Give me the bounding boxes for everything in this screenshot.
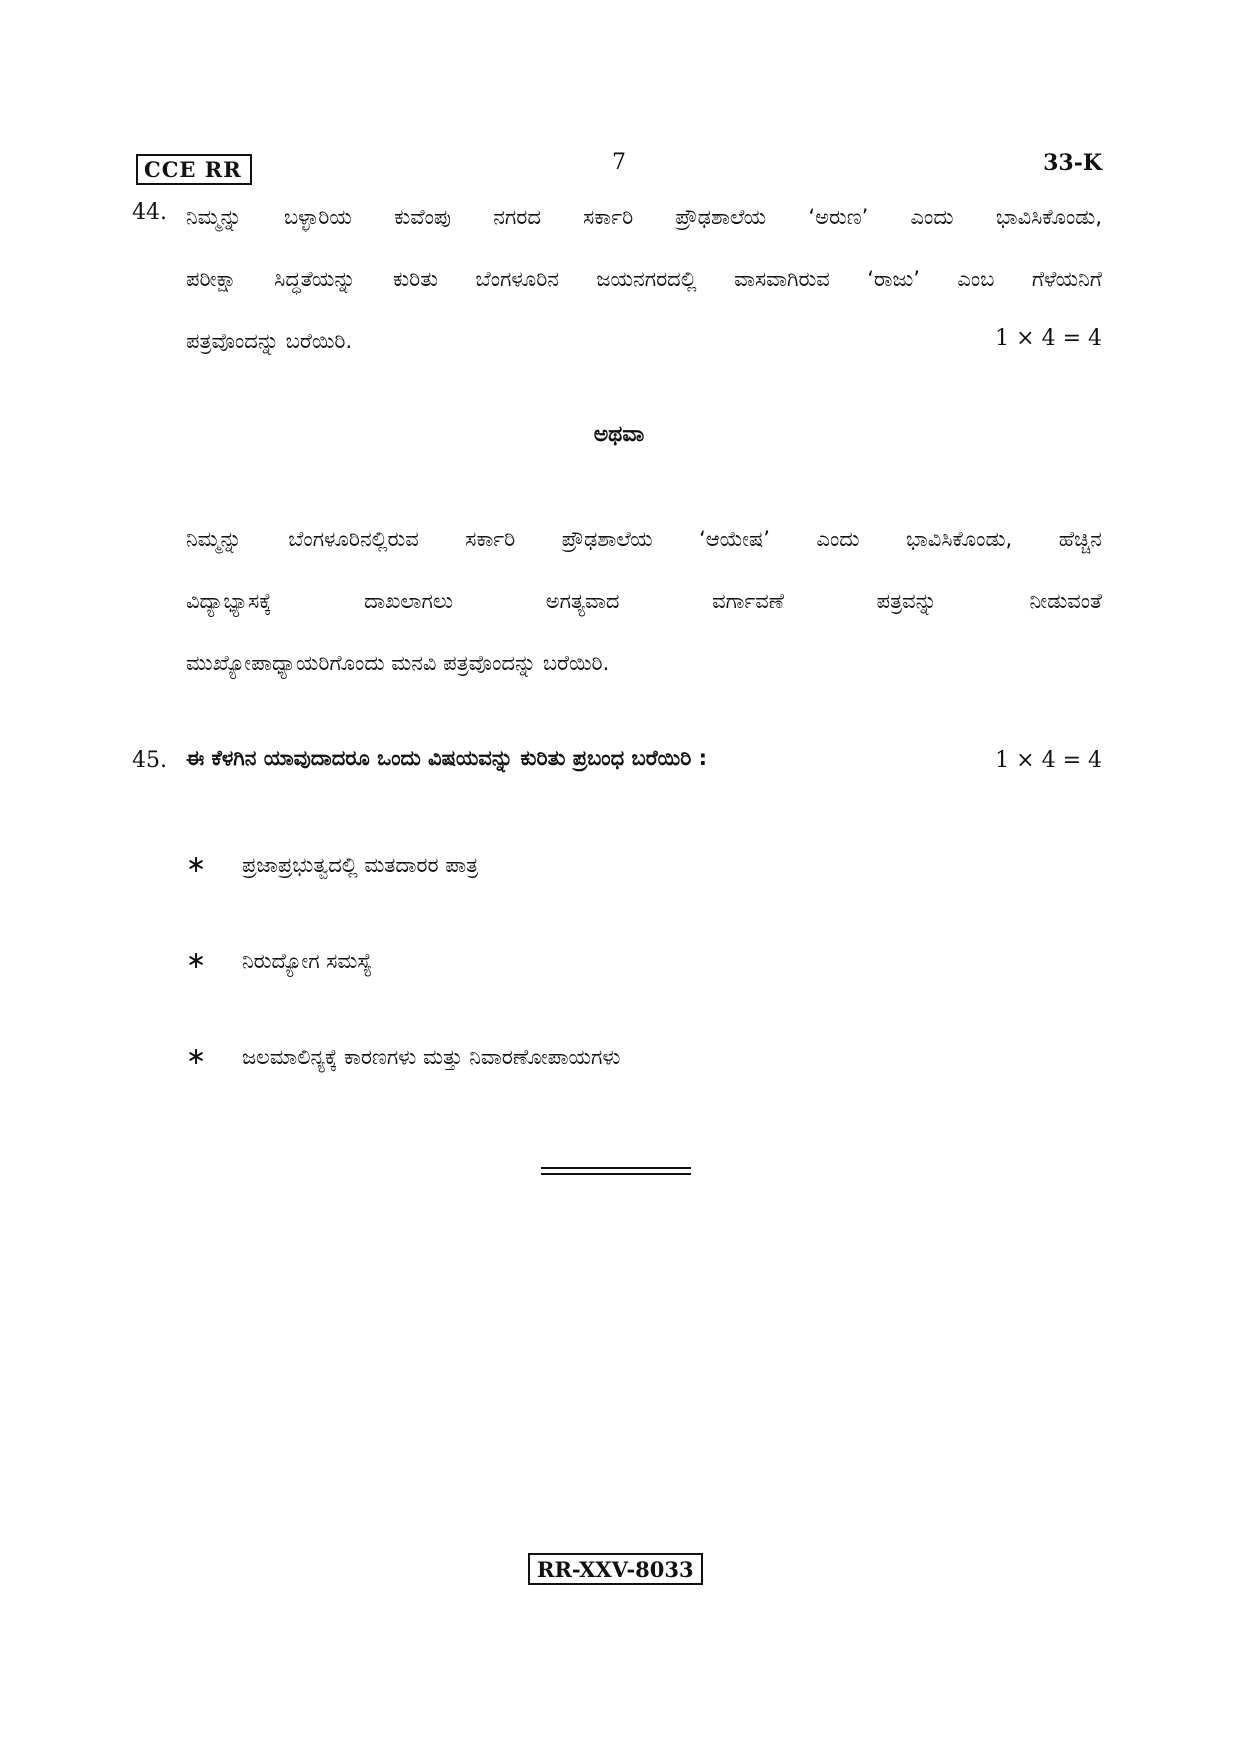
question-44-line-1: ನಿಮ್ಮನ್ನು ಬಳ್ಳಾರಿಯ ಕುವೆಂಪು ನಗರದ ಸರ್ಕಾರಿ ಪ್ರೌಢಶಾಲೆಯ ‘ಅರುಣ’ ಎಂದು ಭಾವಿಸಿಕೊಂಡು, [186,205,1102,229]
subject-code: 33-K [1043,150,1102,176]
question-45-text: ಈ ಕೆಳಗಿನ ಯಾವುದಾದರೂ ಒಂದು ವಿಷಯವನ್ನು ಕುರಿತು ಪ್ರಬಂಧ ಬರೆಯಿರಿ : [186,746,707,770]
question-45-number: 45. [132,748,167,773]
question-44-text [186,186,1102,372]
header-code-box: CCE RR [136,154,252,185]
or-label: ಅಥವಾ [593,422,645,447]
question-44-number: 44. [132,200,167,225]
question-44-line-3: ಪತ್ರವೊಂದನ್ನು ಬರೆಯಿರಿ. [186,329,353,353]
essay-topic-label: ನಿರುದ್ಯೋಗ ಸಮಸ್ಯೆ [242,949,373,973]
essay-topic-label: ಜಲಮಾಲಿನ್ಯಕ್ಕೆ ಕಾರಣಗಳು ಮತ್ತು ನಿವಾರಣೋಪಾಯಗಳು [242,1045,621,1069]
footer-paper-code: RR-XXV-8033 [528,1553,703,1585]
alternative-line-2: ವಿದ್ಯಾಭ್ಯಾಸಕ್ಕೆ ದಾಖಲಾಗಲು ಅಗತ್ಯವಾದ ವರ್ಗಾವಣೆ ಪತ್ರವನ್ನು ನೀಡುವಂತೆ [186,589,1102,613]
question-44-marks: 1 × 4 = 4 [995,326,1102,351]
page-number: 7 [612,150,626,175]
question-44-line-2: ಪರೀಕ್ಷಾ ಸಿದ್ಧತೆಯನ್ನು ಕುರಿತು ಬೆಂಗಳೂರಿನ ಜಯನಗರದಲ್ಲಿ ವಾಸವಾಗಿರುವ ‘ರಾಜು’ ಎಂಬ ಗೆಳೆಯನಿಗೆ [186,267,1102,291]
asterisk-bullet-icon: ∗ [186,850,207,878]
essay-topic-1 [186,850,478,878]
essay-topic-label: ಪ್ರಜಾಪ್ರಭುತ್ವದಲ್ಲಿ ಮತದಾರರ ಪಾತ್ರ [242,853,479,877]
end-of-section-double-rule [541,1167,691,1175]
alternative-line-3: ಮುಖ್ಯೋಪಾಧ್ಯಾಯರಿಗೊಂದು ಮನವಿ ಪತ್ರವೊಂದನ್ನು ಬರೆಯಿರಿ. [186,651,610,675]
alternative-line-1: ನಿಮ್ಮನ್ನು ಬೆಂಗಳೂರಿನಲ್ಲಿರುವ ಸರ್ಕಾರಿ ಪ್ರೌಢಶಾಲೆಯ ‘ಆಯೇಷ’ ಎಂದು ಭಾವಿಸಿಕೊಂಡು, ಹೆಚ್ಚಿನ [186,527,1102,551]
essay-topic-2 [186,946,372,974]
asterisk-bullet-icon: ∗ [186,1042,207,1070]
question-45-marks: 1 × 4 = 4 [995,748,1102,773]
essay-topic-3 [186,1042,620,1070]
asterisk-bullet-icon: ∗ [186,946,207,974]
question-44-alternative-text [186,508,1102,694]
